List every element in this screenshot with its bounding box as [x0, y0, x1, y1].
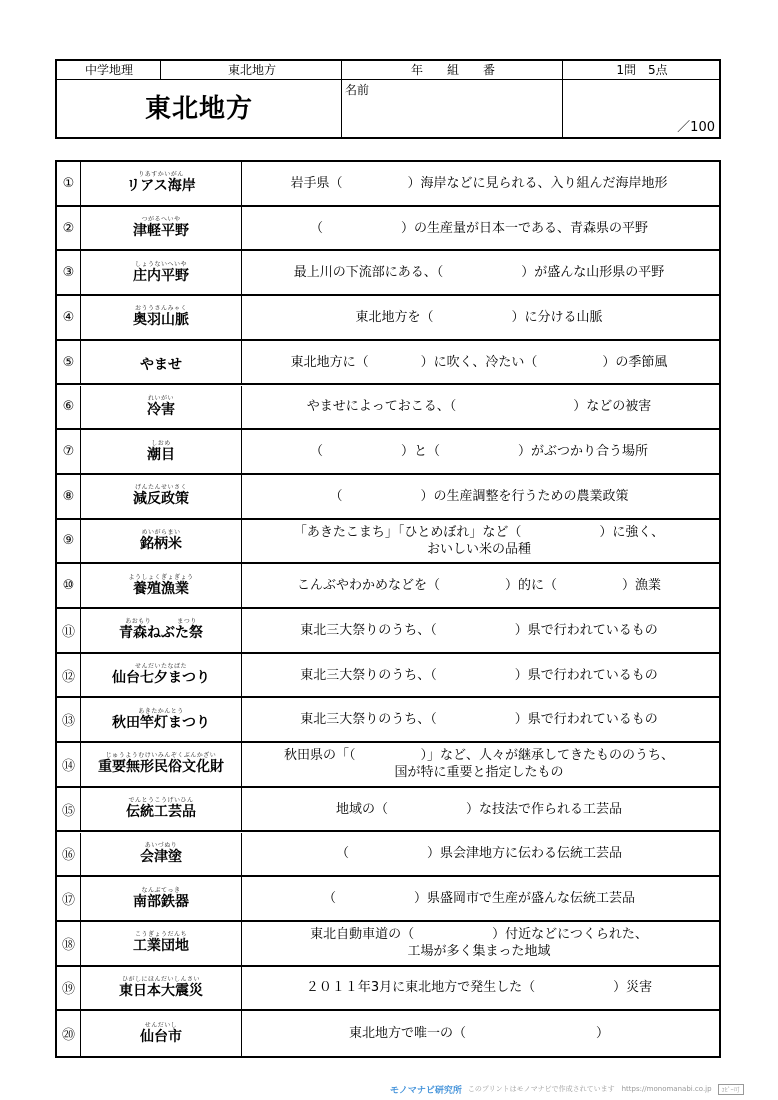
term-word: 会津塗 — [140, 848, 182, 865]
question-description: 「あきたこまち」「ひとめぼれ」など（ ）に強く、 おいしい米の品種 — [293, 524, 665, 557]
term-furigana: なんぶてっき — [141, 886, 181, 894]
footer — [390, 1082, 740, 1096]
question-description: 岩手県（ ）海岸などに見られる、入り組んだ海岸地形 — [290, 175, 668, 191]
term-cell — [81, 430, 242, 473]
question-description: 東北地方に（ ）に吹く、冷たい（ ）の季節風 — [290, 354, 668, 370]
term-furigana: れいがい — [147, 394, 174, 402]
divider — [562, 61, 563, 139]
term-cell — [81, 877, 242, 920]
question-number: ⑬ — [57, 698, 81, 741]
term-word: 庄内平野 — [133, 267, 189, 284]
question-description: やませによっておこる、（ ）などの被害 — [306, 399, 652, 415]
class-number-label: 年 組 番 — [410, 63, 495, 77]
term-furigana: しおめ — [151, 439, 171, 447]
question-number: ⑳ — [57, 1011, 81, 1056]
question-row — [57, 207, 719, 252]
publisher-logo: モノマナビ研究所 — [390, 1085, 462, 1096]
term-word: 仙台七夕まつり — [112, 670, 210, 687]
term-furigana: あきたかんとう — [138, 707, 184, 715]
question-number: ② — [57, 207, 81, 250]
term-cell — [81, 743, 242, 786]
worksheet-title: 東北地方 — [144, 94, 253, 124]
question-row — [57, 967, 719, 1012]
term-cell — [81, 833, 242, 876]
question-description: （ ）県盛岡市で生産が盛んな伝統工芸品 — [322, 891, 635, 907]
question-number: ⑧ — [57, 475, 81, 518]
question-row — [57, 162, 719, 207]
term-furigana: りあすかいがん — [138, 171, 184, 179]
term-word: 奥羽山脈 — [133, 312, 189, 329]
term-word: 潮目 — [147, 446, 175, 463]
question-row — [57, 341, 719, 386]
question-row — [57, 833, 719, 878]
question-row — [57, 743, 719, 788]
subject-label: 中学地理 — [84, 63, 133, 77]
term-furigana: せんだいたなばた — [134, 663, 187, 671]
name-field-label: 名前 — [345, 83, 370, 97]
points-label: 1問 5点 — [616, 63, 668, 77]
question-description: （ ）と（ ）がぶつかり合う場所 — [309, 444, 648, 460]
question-number: ⑪ — [57, 609, 81, 652]
term-word: 南部鉄器 — [133, 893, 189, 910]
term-word: 養殖漁業 — [133, 580, 189, 597]
copy-badge: ｺﾋﾟｰ可 — [718, 1084, 744, 1095]
question-description: （ ）の生産調整を行うための農業政策 — [329, 488, 629, 504]
term-cell — [81, 609, 242, 652]
term-cell — [81, 251, 242, 294]
question-number: ⑥ — [57, 386, 81, 429]
question-number: ⑲ — [57, 967, 81, 1010]
worksheet-header — [55, 59, 721, 139]
question-number: ⑨ — [57, 520, 81, 563]
question-table — [55, 160, 721, 1058]
question-row — [57, 609, 719, 654]
term-furigana: つがるへいや — [141, 216, 181, 224]
question-row — [57, 654, 719, 699]
term-furigana: せんだいし — [144, 1021, 178, 1029]
question-description: こんぶやわかめなどを（ ）的に（ ）漁業 — [296, 578, 661, 594]
question-row — [57, 698, 719, 743]
question-row — [57, 430, 719, 475]
question-description: 東北三大祭りのうち、（ ）県で行われているもの — [300, 712, 658, 728]
term-furigana: めいがらまい — [141, 528, 181, 536]
question-number: ⑭ — [57, 743, 81, 786]
question-row — [57, 1011, 719, 1056]
term-word: 工業団地 — [133, 938, 189, 955]
question-description: 東北地方で唯一の（ ） — [348, 1026, 609, 1042]
term-cell — [81, 386, 242, 429]
term-cell — [81, 296, 242, 339]
term-cell — [81, 162, 242, 205]
question-description: 秋田県の「（ ）」など、人々が継承してきたもののうち、 国が特に重要と指定したもの — [283, 748, 674, 781]
question-number: ④ — [57, 296, 81, 339]
question-row — [57, 788, 719, 833]
term-word: 青森ねぶた祭 — [119, 625, 203, 642]
question-description: 東北自動車道の（ ）付近などにつくられた、 工場が多く集まった地域 — [310, 927, 648, 960]
term-cell — [81, 654, 242, 697]
question-number: ① — [57, 162, 81, 205]
question-description: 東北三大祭りのうち、（ ）県で行われているもの — [300, 667, 658, 683]
unit-label: 東北地方 — [227, 63, 276, 77]
score-total: ／100 — [677, 120, 715, 135]
term-furigana: おううさんみゃく — [134, 305, 187, 313]
term-cell — [81, 967, 242, 1010]
question-row — [57, 564, 719, 609]
question-row — [57, 251, 719, 296]
question-row — [57, 296, 719, 341]
question-description: （ ）の生産量が日本一である、青森県の平野 — [309, 220, 648, 236]
question-description: 地域の（ ）な技法で作られる工芸品 — [335, 801, 622, 817]
question-description: （ ）県会津地方に伝わる伝統工芸品 — [335, 846, 622, 862]
term-furigana: げんたんせいさく — [134, 484, 187, 492]
term-furigana: ようしょくぎょぎょう — [128, 573, 194, 581]
question-row — [57, 877, 719, 922]
term-furigana: でんとうこうげいひん — [128, 797, 194, 805]
header-info-row — [57, 61, 719, 80]
question-description: 東北三大祭りのうち、（ ）県で行われているもの — [300, 622, 658, 638]
question-description: 東北地方を（ ）に分ける山脈 — [355, 309, 603, 325]
question-number: ⑰ — [57, 877, 81, 920]
term-cell — [81, 341, 242, 384]
term-word: 伝統工芸品 — [126, 804, 196, 821]
question-number: ⑮ — [57, 788, 81, 831]
term-furigana: あおもり まつり — [125, 618, 197, 626]
term-furigana: あいづぬり — [144, 841, 178, 849]
term-furigana: こうぎょうだんち — [134, 931, 187, 939]
term-cell — [81, 475, 242, 518]
question-row — [57, 520, 719, 565]
question-number: ⑤ — [57, 341, 81, 384]
term-cell — [81, 207, 242, 250]
question-number: ⑯ — [57, 833, 81, 876]
divider — [160, 61, 161, 79]
term-word: やませ — [140, 357, 182, 374]
term-word: 秋田竿灯まつり — [112, 714, 210, 731]
question-description: ２０１１年3月に東北地方で発生した（ ）災害 — [305, 980, 653, 996]
term-cell — [81, 564, 242, 607]
question-row — [57, 386, 719, 431]
question-number: ⑫ — [57, 654, 81, 697]
term-furigana: しょうないへいや — [134, 260, 187, 268]
question-row — [57, 475, 719, 520]
term-cell — [81, 922, 242, 965]
footer-text: このプリントはモノマナビで作成されています https://monomanabi.co.jp — [467, 1085, 712, 1093]
term-cell — [81, 788, 242, 831]
term-cell — [81, 698, 242, 741]
question-number: ③ — [57, 251, 81, 294]
divider — [341, 61, 342, 139]
term-furigana: ひがしにほんだいしんさい — [121, 975, 200, 983]
term-word: 冷害 — [147, 401, 175, 418]
question-number: ⑦ — [57, 430, 81, 473]
question-row — [57, 922, 719, 967]
question-number: ⑱ — [57, 922, 81, 965]
term-word: 仙台市 — [140, 1028, 182, 1045]
term-word: 東日本大震災 — [119, 982, 203, 999]
question-description: 最上川の下流部にある、（ ）が盛んな山形県の平野 — [293, 265, 665, 281]
term-word: 減反政策 — [133, 491, 189, 508]
term-word: リアス海岸 — [126, 178, 196, 195]
term-word: 津軽平野 — [133, 223, 189, 240]
term-word: 重要無形民俗文化財 — [98, 759, 224, 776]
term-cell — [81, 520, 242, 563]
term-word: 銘柄米 — [140, 535, 182, 552]
term-furigana: じゅうようむけいみんぞくぶんかざい — [105, 752, 217, 760]
term-cell — [81, 1011, 242, 1056]
question-number: ⑩ — [57, 564, 81, 607]
